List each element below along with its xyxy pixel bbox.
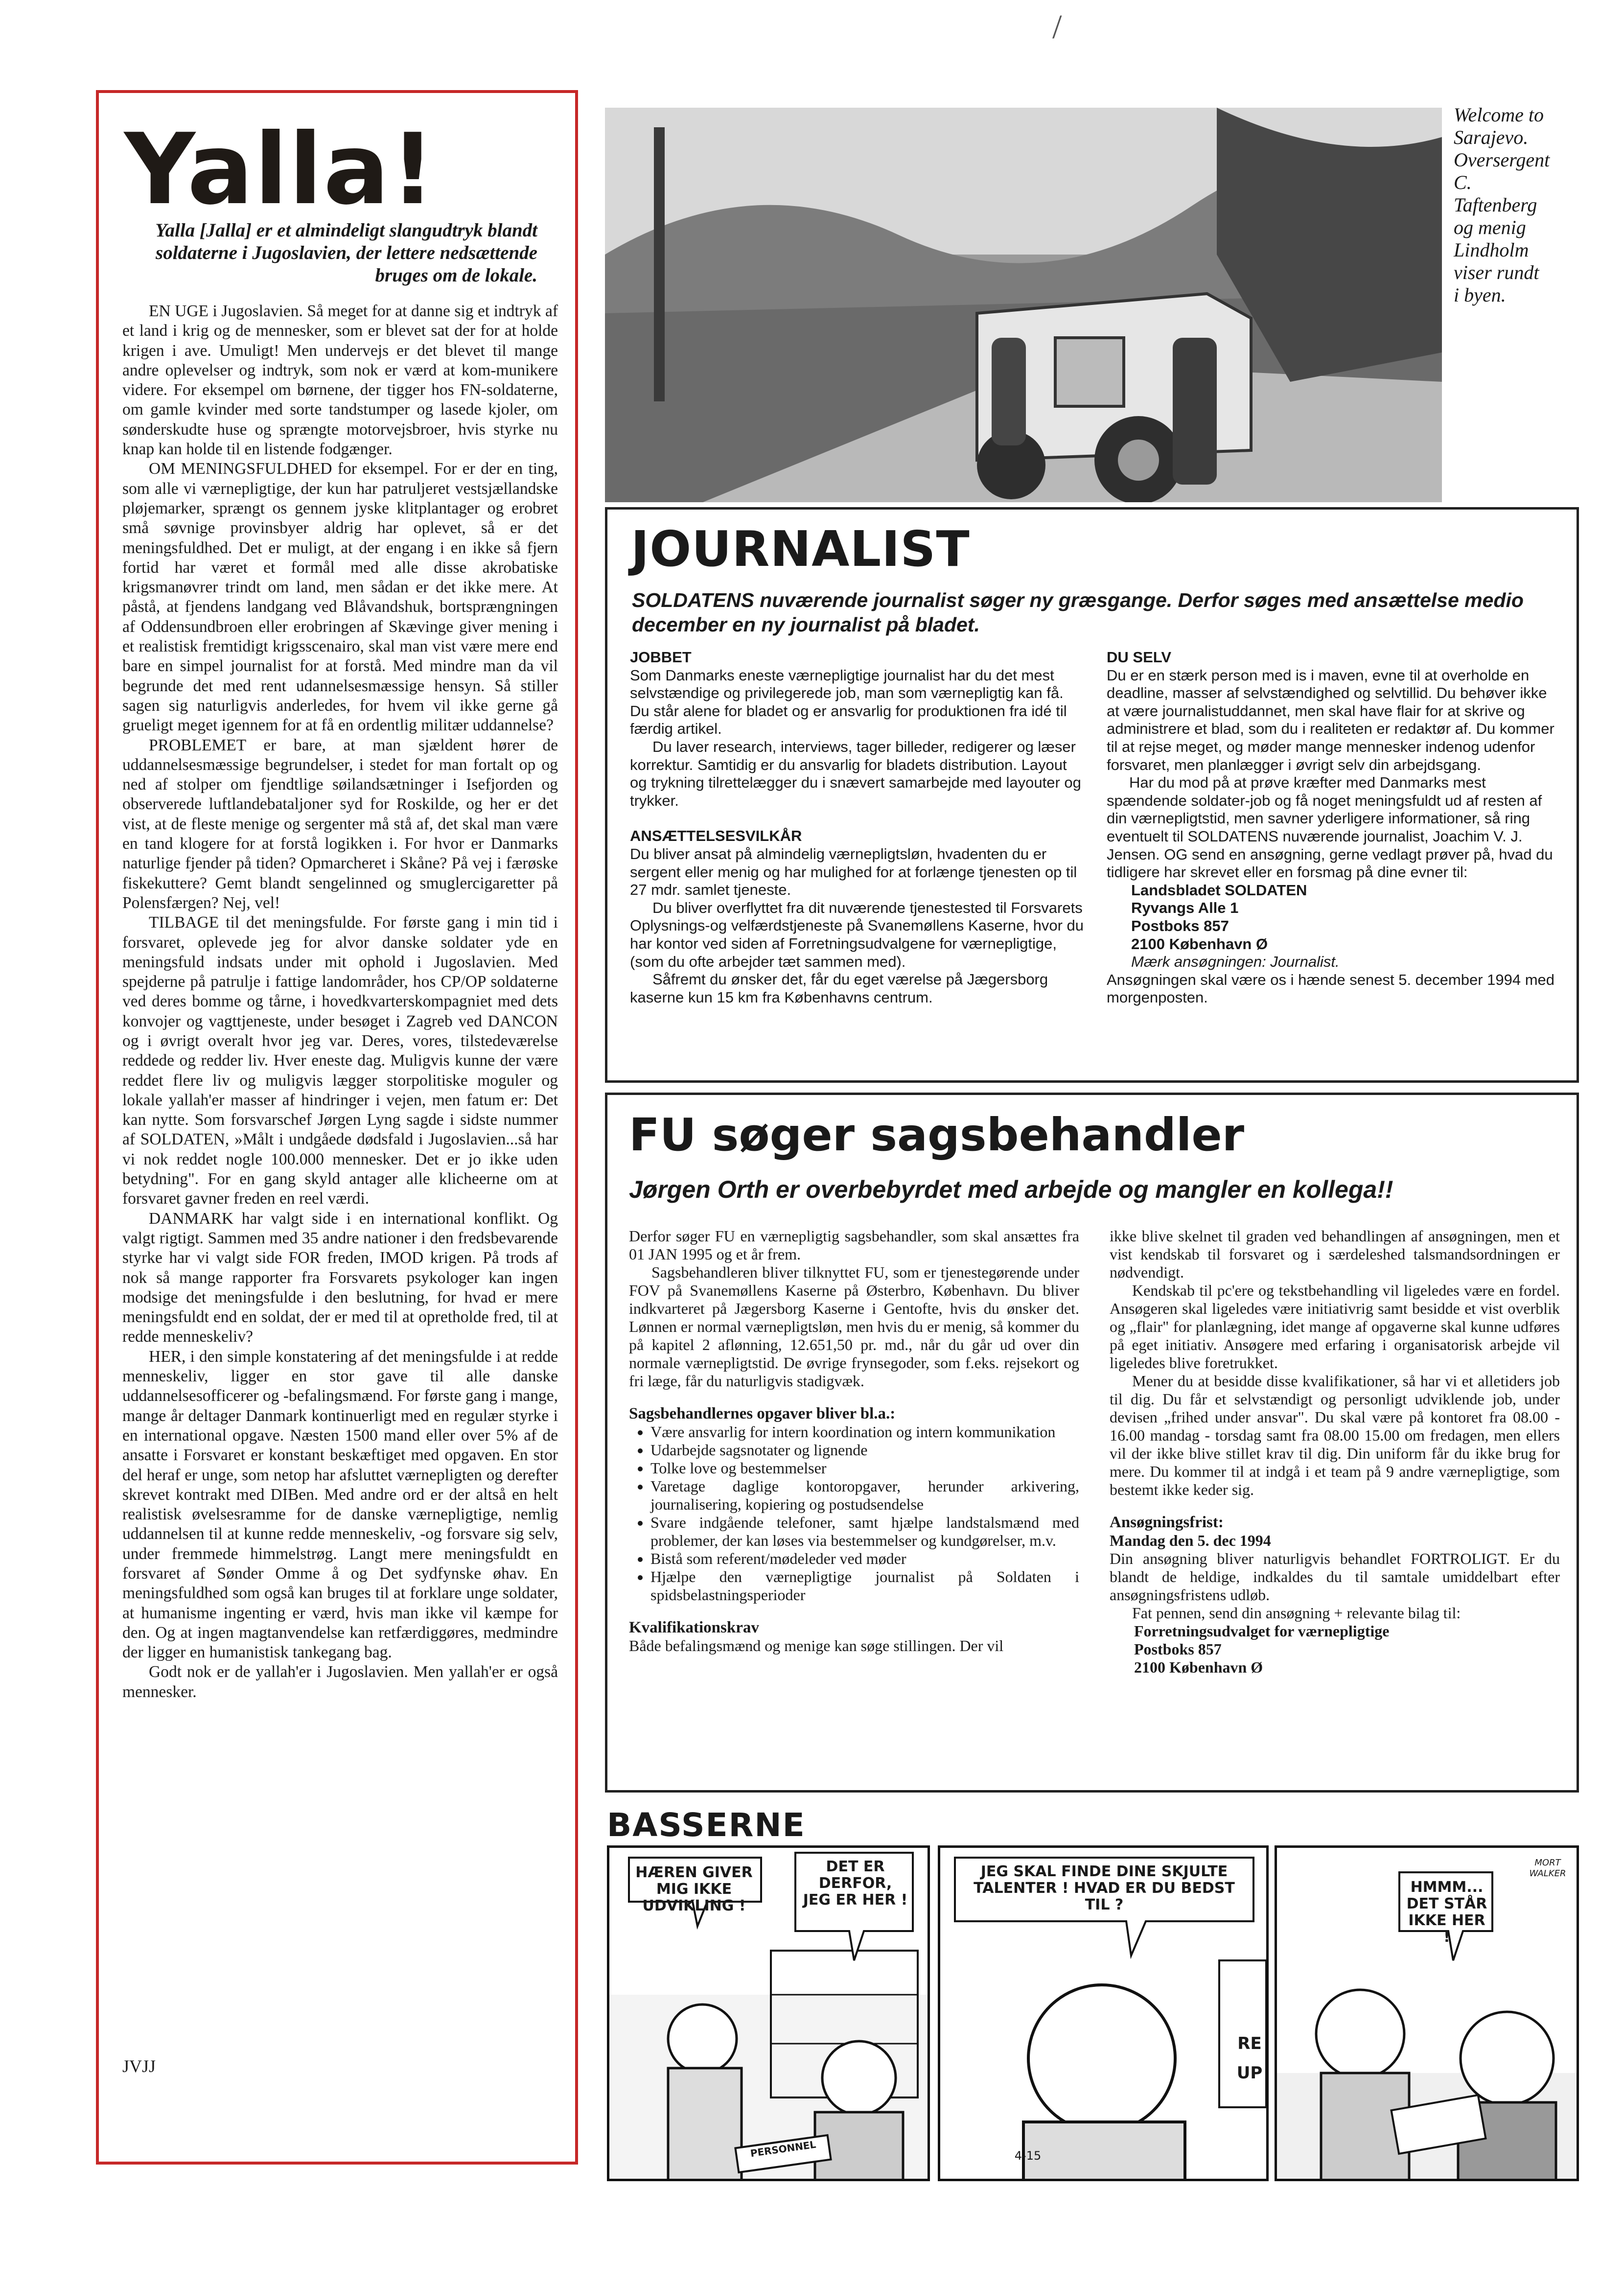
paragraph: Du bliver ansat på almindelig værnepligtsløn, hvadenten du er sergent eller menig og har mulighed for at forlænge tjenesten op til 27 mdr. samlet tjeneste.: [630, 845, 1077, 899]
personnel-sign: PERSONNEL: [749, 2138, 817, 2160]
list-item: • Hjælpe den værnepligtige journalist på Soldaten i spidsbelastningsperioder: [650, 1568, 1079, 1604]
paragraph: EN UGE i Jugoslavien. Så meget for at danne sig et indtryk af et land i krig og de mennesker, som er blevet sat der for at holde krigen i ave. Umuligt! Men undervejs er det blevet til mange andre oplevelser og indtryk, som nok er værd at kom-munikere videre. For eksempel om børnene, der tigger hos FN-soldaterne, om gamle kvinder med sorte tandstumper og lasede kjoler, om sønderskudte huse og sprængte motorvejsbroer, hvis styrke nu knap kan holde til en listende fodgænger.: [122, 302, 558, 459]
paragraph: Din ansøgning bliver naturligvis behandlet FORTROLIGT. Er du blandt de heldige, indkaldes du til samtale umiddelbart efter ansøgningsfristens udløb.: [1110, 1550, 1560, 1604]
paragraph: Du bliver overflyttet fra dit nuværende tjenestested til Forsvarets Oplysnings-og velfærdstjeneste på Svanemøllens Kaserne, hvor du har kontor ved siden af Forretningsudvalgene for værnepligtige, (som du ofte arbejder tæt sammen med).: [630, 899, 1084, 970]
ad-title: FU søger sagsbehandler: [629, 1109, 1245, 1161]
paragraph: PROBLEMET er bare, at man sjældent hører de uddannelsesmæssige begrundelser, i stedet for man fortalt op og ned af stolper om fjendtlige søilandsætninger i Isefjorden og observerede luftlandebataljoner syd for Roskilde, og her er det vist, at de fleste menige og sergenter må stå af, det skal man være en tand klogere for at forstå logikken i. For hvor er Danmarks naturlige fjender på tiden? Opmarcheret i Skåne? På vej i færøske fiskekuttere? Gemt blandt sengelinned og smuglercigaretter på Polensfærgen? Nej, vel!: [122, 736, 558, 912]
ad-right-column: [1110, 1227, 1560, 1677]
deadline: Mandag den 5. dec 1994: [1110, 1532, 1271, 1549]
list-item: • Udarbejde sagsnotater og lignende: [650, 1441, 1079, 1459]
speech-bubble: HMMM... DET STÅR IKKE HER !: [1406, 1879, 1487, 1946]
list-item: • Tolke love og bestemmelser: [650, 1459, 1079, 1477]
address-line: Landsbladet SOLDATEN: [1131, 881, 1307, 899]
article-body: [122, 302, 558, 1702]
section-heading: DU SELV: [1107, 649, 1172, 666]
address-line: 2100 København Ø: [1134, 1658, 1263, 1676]
article-signature: JVJJ: [122, 2056, 156, 2076]
paragraph: TILBAGE til det meningsfulde. For første gang i min tid i forsvaret, oplevede jeg for alvor danske soldater yde en meningsfuld indsats under mit ophold i Jugoslavien. Med spejderne på patrulje i fattige landområder, hos CP/OP soldaterne ved deres bomme og tårne, i hovedkvarterskompagniet med dets konvojer og vagttjeneste, under besøget i Zagreb ved DANCON og i øvrigt overalt hvor jeg var. Deres, vores, tilstedeværelse reddede og redder liv. Hver eneste dag. Muligvis kunne der være reddet flere liv og muligvis lægger storpolitiske moguler og lokale yallah'er masser af hindringer i vejen, men fatum er: Det kan nytte. Som forsvarschef Jørgen Lyng sagde i sidste nummer af SOLDATEN, »Målt i undgåede dødsfald i Jugoslavien...så har vi nok reddet nogle 100.000 mennesker. Det er jo ikke uden betydning". For en gang skyld antager alle klicheerne om at forsvaret gavner freden en reel værdi.: [122, 913, 558, 1208]
sarajevo-photo: [605, 108, 1442, 502]
list-item: • Svare indgående telefoner, samt hjælpe landstalsmænd med problemer, der kan løses via bestemmelser og kundgørelser, m.v.: [650, 1514, 1079, 1550]
ad-left-column: [630, 649, 1085, 1006]
comic-panel-1: [607, 1845, 930, 2181]
list-item: • Varetage daglige kontoropgaver, herunder arkivering, journalisering, kopiering og postudsendelse: [650, 1477, 1079, 1514]
section-heading: JOBBET: [630, 649, 692, 666]
paragraph: Du er en stærk person med is i maven, evne til at overholde en deadline, masser af selvstændighed og selvtillid. Du behøver ikke at være journalistuddannet, men skal have flair for at skrive og administrere et blad, som du i realiteten er redaktør af. Du kommer til at rejse meget, og møder mange mennesker indenog udenfor forsvaret, men planlægger i øvrigt selv din arbejdsgang.: [1107, 666, 1554, 773]
paragraph: HER, i den simple konstatering af det meningsfulde i at redde menneskeliv, ligger en stor gave til alle danske uddannelsesofficerer og -befalingsmænd. For første gang i mange, mange år deltager Danmark kontinuerligt med en regulær styrke i en international opgave. Næsten 1500 mand eller over 5% af de ansatte i Forsvaret er konstant beskæftiget med opgaven. En stor del heraf er unge, som netop har afsluttet værnepligten og derefter skrevet kontrakt med DIBen. Med andre ord er der altså en helt realistisk øvelsesramme for de danske værnepligtige, nemlig uddannelsen til at kunne redde menneskeliv, -og forsvare sig selv, under fremmede himmelstrøg. Langt mere meningsfuldt en forsvaret af Sønder Omme å og Det sydfynske øhav. En meningsfuldhed som også kan bruges til at forklare unge soldater, at humanisme ingenting er værd, hvis man ikke vil kæmpe for den. Og at ingen magtanvendelse kan retfærdiggøres, medmindre der ligger en humanistisk tankegang bag.: [122, 1347, 558, 1662]
ad-lead: SOLDATENS nuværende journalist søger ny græsgange. Derfor søges med ansættelse medio december en ny journalist på bladet.: [632, 589, 1524, 636]
paragraph: Både befalingsmænd og menige kan søge stillingen. Der vil: [629, 1637, 1004, 1654]
address-line: 2100 København Ø: [1131, 935, 1268, 953]
yalla-article: [96, 90, 578, 2165]
list-item: • Bistå som referent/mødeleder ved møder: [650, 1550, 1079, 1568]
artist-signature: MORT WALKER: [1529, 1858, 1566, 1879]
paragraph: Ansøgningen skal være os i hænde senest 5. december 1994 med morgenposten.: [1107, 971, 1555, 1006]
section-heading: Kvalifikationskrav: [629, 1619, 759, 1636]
paragraph: Kendskab til pc'ere og tekstbehandling vil ligeledes være en fordel. Ansøgeren skal ligeledes være initiativrig samt besidde et vist overblik og „flair" for planlægning, idet mange af opgaverne skal kunne udføres på eget initiativ. Ansøgere med erfaring i organisatorisk arbejde vil ligeledes blive foretrukket.: [1110, 1281, 1560, 1372]
ad-subtitle: Jørgen Orth er overbebyrdet med arbejde og mangler en kollega!!: [629, 1176, 1393, 1203]
photo-caption: Welcome to Sarajevo. Oversergent C. Taftenberg og menig Lindholm viser rundt i byen.: [1454, 104, 1550, 306]
paragraph: OM MENINGSFULDHED for eksempel. For er der en ting, som alle vi værnepligtige, der kun har patruljeret vestsjællandske pløjemarker, sprængt os gennem jyske klitplantager og erobret små søvnige provinsbyer aldrig har oplevet, så er det meningsfuldhed. Det er muligt, at der engang i en ikke så fjern fortid har været et formål med alle disse akrobatiske krigsmanøvrer trindt om land, men sådan er det ikke mere. At påstå, at fjendens landgang ved Blåvandshuk, bortsprængningen af Oddensundbroen eller erobringen af Skævinge giver mening i et realistisk fremtidigt krigsscenairo, skal man vist være mere end bare en simpel journalist for at forstå. Med mindre man da vil begrunde det med rent udannelsesmæssige hensyn. Så stiller sagen sig naturligvis anderledes, for hvem vil ikke gerne gå grueligt meget igennem for at få en ordentlig militær uddannelse?: [122, 460, 558, 735]
paragraph: ikke blive skelnet til graden ved behandlingen af ansøgningen, men et vist kendskab til forsvaret og i særdeleshed talsmandsordningen er nødvendigt.: [1110, 1227, 1560, 1281]
ad-left-column: [629, 1227, 1079, 1655]
task-list: [629, 1423, 1079, 1604]
paragraph: Sagsbehandleren bliver tilknyttet FU, som er tjenestegørende under FOV på Svanemøllens Kaserne på Østerbro, København. Du bliver indkvarteret på Jægersborg Kaserne i Gentofte, hvis du ønsker det. Lønnen er normal værnepligtsløn, men hvis du er menig, så kommer du på kapitel 2 aflønning, 12.651,50 pr. md., når du går ud over din normale værnepligtstid. De øvrige frynsegoder, som f.eks. rejsekort og fri læge, får du naturligvis stadigvæk.: [629, 1263, 1079, 1390]
article-lead: Yalla [Jalla] er et almindeligt slangudtryk blandt soldaterne i Jugoslavien, der lettere nedsættende bruges om de lokale.: [155, 220, 537, 286]
paragraph: Har du mod på at prøve kræfter med Danmarks mest spændende soldater-job og få noget meningsfuldt ud af resten af din værnepligtstid, men savner yderligere informationer, så ring eventuelt til SOLDATENS nuværende journalist, Joachim V. J. Jensen. OG send en ansøgning, gerne vedlagt prøver på, hvad du tidligere har skrevet eller en forsmag på dine evner til:: [1107, 774, 1553, 881]
section-heading: ANSÆTTELSESVILKÅR: [630, 827, 802, 845]
speech-bubble: JEG SKAL FINDE DINE SKJULTE TALENTER ! HVAD ER DU BEDST TIL ?: [974, 1863, 1235, 1913]
address-line: Postboks 857: [1131, 917, 1229, 934]
comic-title: BASSERNE: [607, 1806, 806, 1844]
paragraph: Mener du at besidde disse kvalifikationer, så har vi et alletiders job til dig. Du får et selvstændigt og personligt udviklende job, under devisen „frihed under ansvar". Du skal være på kontoret fra 08.00 - 16.00 mandag - torsdag samt fra 08.00 15.00 om fredagen, men ellers vil der ikke blive stillet krav til dig. Din uniform får du ikke brug for mere. Du kommer til at indgå i et team på 9 andre værnepligtige, som bestemt ikke keder sig.: [1110, 1372, 1560, 1498]
paragraph: Godt nok er de yallah'er i Jugoslavien. Men yallah'er er også mennesker.: [122, 1663, 558, 1701]
article-title: Yalla!: [124, 113, 436, 227]
comic-panel-3: [1275, 1845, 1579, 2181]
panel-code: 4-15: [1014, 2149, 1042, 2163]
speech-bubble: DET ER DERFOR, JEG ER HER !: [803, 1858, 908, 1909]
paragraph: Såfremt du ønsker det, får du eget værelse på Jægersborg kaserne kun 15 km fra Københavns centrum.: [630, 971, 1048, 1006]
section-heading: Ansøgningsfrist:: [1110, 1514, 1224, 1531]
address-line: Forretningsudvalget for værnepligtige: [1134, 1622, 1390, 1640]
ad-right-column: [1107, 649, 1562, 1007]
address-line: Ryvangs Alle 1: [1131, 899, 1239, 917]
paragraph: Som Danmarks eneste værnepligtige journalist har du det mest selvstændige og privilegerede job, man som værnepligtig kan få. Du står alene for bladet og er ansvarlig for produktionen fra idé til færdig artikel.: [630, 666, 1067, 738]
fu-ad: [605, 1093, 1579, 1793]
address-line: Postboks 857: [1134, 1640, 1222, 1658]
margin-mark: /: [1052, 8, 1062, 46]
journalist-ad: [605, 507, 1579, 1083]
list-item: • Være ansvarlig for intern koordination og intern kommunikation: [650, 1423, 1079, 1441]
paragraph: Fat pennen, send din ansøgning + relevante bilag til:: [1132, 1604, 1461, 1622]
application-note: Mærk ansøgningen: Journalist.: [1131, 953, 1340, 971]
ad-title: JOURNALIST: [631, 520, 970, 578]
door-sign: RE UP: [1236, 2034, 1263, 2083]
section-heading: Sagsbehandlernes opgaver bliver bl.a.:: [629, 1405, 896, 1422]
paragraph: DANMARK har valgt side i en international konflikt. Og valgt rigtigt. Sammen med 35 andre nationer i den fredsbevarende styrke har vi valgt side FOR freden, IMOD krigen. På trods af nok så mange rapporter fra Forsvarets psykologer kan ingen modsige det meningsfulde i den beslutning, for hvad er mere meningsfuldt end en soldat, der er med til at opretholde fred, til at redde menneskeliv?: [122, 1209, 558, 1346]
paragraph: Derfor søger FU en værnepligtig sagsbehandler, som skal ansættes fra 01 JAN 1995 og et år frem.: [629, 1227, 1079, 1263]
speech-bubble: HÆREN GIVER MIG IKKE UDVIKLING !: [635, 1864, 753, 1914]
comic-panel-2: [938, 1845, 1269, 2181]
paragraph: Du laver research, interviews, tager billeder, redigerer og læser korrektur. Samtidig er du ansvarlig for bladets distribution. Layout og trykning tilrettelægger du i snævert samarbejde med layouter og trykker.: [630, 738, 1081, 809]
